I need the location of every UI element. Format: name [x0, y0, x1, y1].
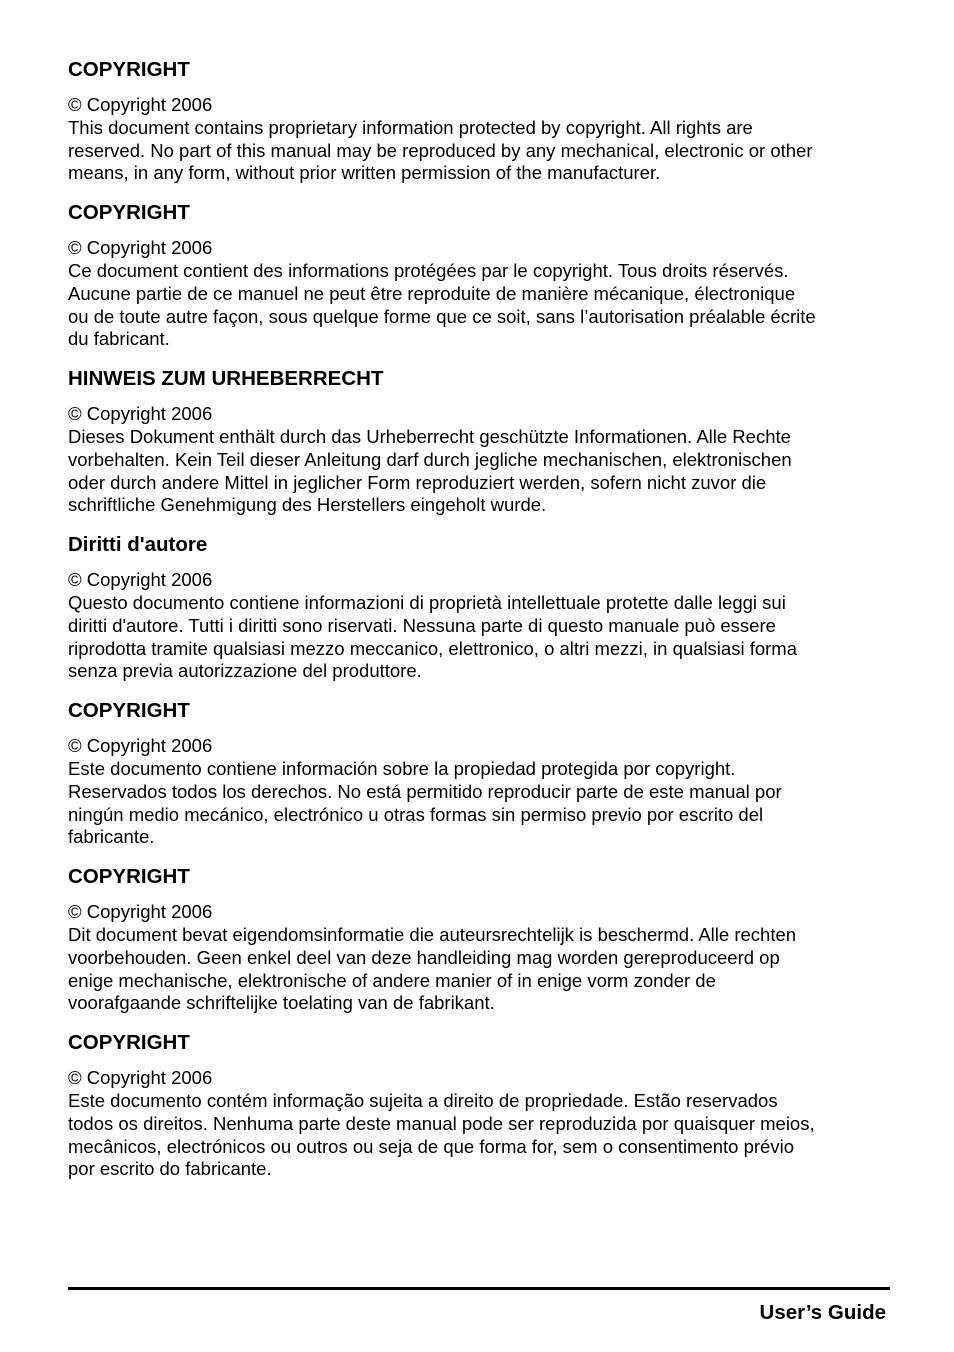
copyright-line: © Copyright 2006 — [68, 901, 213, 923]
section-heading: COPYRIGHT — [68, 1031, 190, 1055]
section-heading: COPYRIGHT — [68, 58, 190, 81]
document-body — [68, 56, 890, 1195]
section-body: Questo documento contiene informazioni di proprietà intellettuale protette dalle leggi sui diritti d'autore. Tutti i diritti sono riservati. Nessuna parte di questo manuale può essere riprodotta tramite qualsiasi mezzo meccanico, elettronico, o altri mezzi, in qualsiasi forma senza previa autorizzazione del produttore. — [68, 591, 797, 682]
section-german — [68, 365, 890, 517]
footer-title: User’s Guide — [759, 1301, 886, 1324]
copyright-line: © Copyright 2006 — [68, 237, 213, 259]
copyright-line: © Copyright 2006 — [68, 403, 213, 425]
section-body: Dit document bevat eigendomsinformatie die auteursrechtelijk is beschermd. Alle rechten voorbehouden. Geen enkel deel van deze handleiding mag worden gereproduceerd op enige mechanische, elektronische of andere manier of in enige vorm zonder de voorafgaande schriftelijke toelating van de fabrikant. — [68, 923, 797, 1014]
section-heading: HINWEIS ZUM URHEBERRECHT — [68, 367, 384, 391]
section-body: This document contains proprietary information protected by copyright. All rights are reserved. No part of this manual may be reproduced by any mechanical, electronic or other means, in any form, without prior written permission of the manufacturer. — [68, 116, 813, 184]
section-heading: COPYRIGHT — [68, 699, 190, 723]
footer-divider — [68, 1287, 890, 1290]
copyright-line: © Copyright 2006 — [68, 1067, 213, 1089]
section-heading: COPYRIGHT — [68, 865, 190, 889]
section-body: Dieses Dokument enthält durch das Urheberrecht geschützte Informationen. Alle Rechte vorbehalten. Kein Teil dieser Anleitung darf durch jegliche mechanischen, elektronischen oder durch andere Mittel in jeglicher Form reproduziert werden, sofern nicht zuvor die schriftliche Genehmigung des Herstellers eingeholt wurde. — [68, 425, 792, 516]
section-portuguese — [68, 1029, 890, 1181]
section-italian — [68, 531, 890, 683]
copyright-line: © Copyright 2006 — [68, 94, 213, 115]
section-heading: Diritti d'autore — [68, 533, 208, 557]
section-heading: COPYRIGHT — [68, 201, 190, 225]
section-body: Este documento contém informação sujeita a direito de propriedade. Estão reservados todos os direitos. Nenhuma parte deste manual pode ser reproduzida por quaisquer meios, mecânicos, electrónicos ou outros ou seja de que forma for, sem o consentimento prévio por escrito do fabricante. — [68, 1089, 815, 1180]
section-spanish — [68, 697, 890, 849]
section-body: Ce document contient des informations protégées par le copyright. Tous droits réservés. Aucune partie de ce manuel ne peut être reproduite de manière mécanique, électronique ou de toute autre façon, sous quelque forme que ce soit, sans l’autorisation préalable écrite du fabricant. — [68, 259, 816, 350]
copyright-line: © Copyright 2006 — [68, 735, 213, 757]
section-body: Este documento contiene información sobre la propiedad protegida por copyright. Reservados todos los derechos. No está permitido reproducir parte de este manual por ningún medio mecánico, electrónico u otras formas sin permiso previo por escrito del fabricante. — [68, 757, 782, 848]
section-dutch — [68, 863, 890, 1015]
section-french — [68, 199, 890, 351]
copyright-line: © Copyright 2006 — [68, 569, 213, 591]
section-english — [68, 56, 890, 185]
